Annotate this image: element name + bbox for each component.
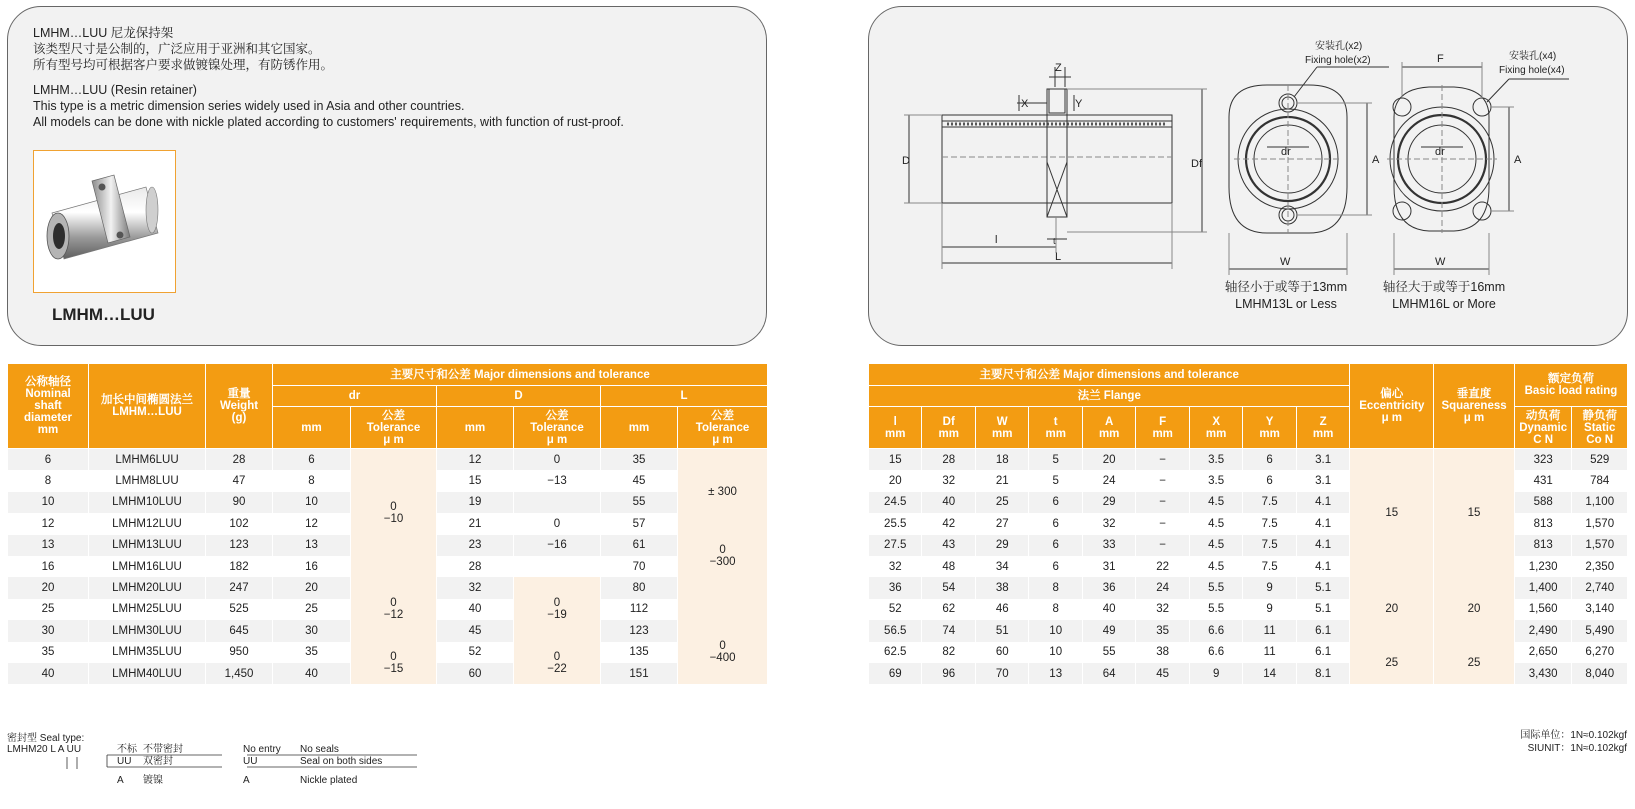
th-D: D — [437, 386, 601, 407]
label-W-2: W — [1435, 256, 1446, 268]
seal-title: 密封型 Seal type: — [7, 733, 85, 744]
hole2-en: Fixing hole(x2) — [1305, 55, 1371, 66]
dr-tol-b: 0 −12 — [351, 577, 437, 641]
ecc-value-c: 25 — [1350, 642, 1434, 685]
label-dr-2: dr — [1435, 146, 1445, 158]
seal-code: LMHM20 L A UU — [7, 744, 82, 755]
th-D-tol: 公差 Tolerance μ m — [514, 407, 601, 449]
table-row: 6 LMHM6LUU 28 6 12 0 35 ± 300 — [8, 449, 768, 471]
label-Df: Df — [1191, 158, 1202, 170]
table-row: 36 54 38 8 36 24 5.5 9 5.1 20 20 1,400 2,740 — [869, 577, 1628, 598]
caption2-en: LMHM16L or More — [1392, 297, 1496, 311]
sq-value-c: 25 — [1434, 642, 1515, 685]
label-D: D — [902, 155, 910, 167]
intro-cn-title: LMHM…LUU 尼龙保持架 — [33, 26, 174, 40]
L-tol-a: ± 300 — [678, 449, 768, 535]
product-photo — [33, 150, 176, 293]
table-row: 25 LMHM25LUU 525 25 40 112 — [8, 599, 768, 620]
right-spec-table — [868, 363, 1628, 684]
flange-side — [1047, 89, 1067, 217]
th-L-mm: mm — [601, 407, 678, 449]
th-L: L — [601, 386, 768, 407]
table-row: 62.5 82 60 10 55 38 6.6 11 6.1 25 25 2,650 6,270 — [869, 642, 1628, 663]
th-model: 加长中间椭圆法兰 LMHM…LUU — [89, 364, 206, 449]
hole2-cn: 安装孔(x2) — [1315, 41, 1363, 52]
right-table-body — [869, 449, 1628, 685]
table-row: 35 LMHM35LUU 950 35 0 −15 52 0 −22 135 — [8, 642, 768, 663]
hole4-cn: 安装孔(x4) — [1509, 51, 1557, 62]
th-r-cols: l mm Df mm W mm t mm A mm F mm X mm Y mm Z mm 动负荷 Dynamic C N 静负荷 Static Co N — [869, 407, 1628, 449]
table-row: 24.5 40 25 6 29 − 4.5 7.5 4.1 588 1,100 — [869, 492, 1628, 513]
intro-en-line1: This type is a metric dimension series widely used in Asia and other countries. — [33, 99, 465, 113]
hole4-en: Fixing hole(x4) — [1499, 65, 1565, 76]
caption1-en: LMHM13L or Less — [1235, 297, 1337, 311]
label-Z: Z — [1055, 62, 1062, 74]
th-stat: 静负荷 Static Co N — [1572, 407, 1628, 449]
intro-en-line2: All models can be done with nickle plated according to customers' requirements, with function of rust-proof. — [33, 115, 624, 129]
intro-en-title: LMHM…LUU (Resin retainer) — [33, 83, 197, 97]
D-tol-merged: 0 −19 — [514, 577, 601, 641]
unit-note-en: SIUNIT：1N≈0.102kgf — [1527, 743, 1627, 754]
th-shaft: 公称轴径 Nominal shaft diameter mm — [8, 364, 89, 449]
label-l: l — [995, 234, 998, 246]
table-row: 40 LMHM40LUU 1,450 40 60 151 — [8, 663, 768, 684]
caption2-cn: 轴径大于或等于16mm — [1382, 280, 1506, 294]
caption1-cn: 轴径小于或等于13mm — [1224, 280, 1348, 294]
table-row: 15 28 18 5 20 − 3.5 6 3.1 15 15 323 529 — [869, 449, 1628, 471]
unit-note-cn: 国际单位：1N≈0.102kgf — [1520, 730, 1627, 741]
label-W-1: W — [1280, 256, 1291, 268]
th-L-tol: 公差 Tolerance μ m — [678, 407, 768, 449]
th-dr: dr — [273, 386, 437, 407]
dr-tol-c: 0 −15 — [351, 642, 437, 685]
label-t: t — [1053, 236, 1056, 246]
table-row: 8 LMHM8LUU 47 8 15 −13 45 — [8, 470, 768, 491]
label-X: X — [1021, 98, 1029, 110]
th-dyn: 动负荷 Dynamic C N — [1514, 407, 1572, 449]
th-major: 主要尺寸和公差 Major dimensions and tolerance — [273, 364, 768, 386]
left-table-body — [8, 449, 768, 685]
product-name: LMHM…LUU — [52, 305, 155, 324]
D-tol-c: 0 −22 — [514, 642, 601, 685]
table-row: 69 96 70 13 64 45 9 14 8.1 3,430 8,040 — [869, 663, 1628, 684]
seal-type-legend: 密封型 Seal type: LMHM20 L A UU 不标 不带密封 No entry No seals UU 双密封 UU Seal on both sides A 镀镍 A Nickle plated — [7, 729, 84, 755]
th-r-major: 主要尺寸和公差 Major dimensions and tolerance — [869, 364, 1350, 386]
table-row: 56.5 74 51 10 49 35 6.6 11 6.1 2,490 5,490 — [869, 620, 1628, 641]
L-tol-b: 0 −300 — [678, 535, 768, 578]
caption-large-shaft — [1344, 279, 1544, 313]
table-row: 10 LMHM10LUU 90 10 0 −10 19 55 — [8, 492, 768, 513]
th-load: 额定负荷 Basic load rating — [1514, 364, 1627, 407]
table-row: 20 32 21 5 24 − 3.5 6 3.1 431 784 — [869, 470, 1628, 491]
ecc-value-a: 15 — [1350, 449, 1434, 578]
drawing-panel — [868, 6, 1628, 346]
dr-tol-a: 0 −10 — [351, 492, 437, 535]
label-Y: Y — [1075, 98, 1083, 110]
ecc-value-b: 20 — [1350, 577, 1434, 641]
table-row: 20 LMHM20LUU 247 20 0 −12 32 0 −19 80 — [8, 577, 768, 598]
sq-value-b: 20 — [1434, 577, 1515, 641]
th-dr-tol: 公差 Tolerance μ m — [351, 407, 437, 449]
table-row: 13 LMHM13LUU 123 13 23 −16 61 0 −300 — [8, 535, 768, 556]
label-A-1: A — [1372, 154, 1380, 166]
table-row: 52 62 46 8 40 32 5.5 9 5.1 1,560 3,140 — [869, 599, 1628, 620]
label-F: F — [1437, 53, 1444, 65]
sq-value-a: 15 — [1434, 449, 1515, 578]
th-sq: 垂直度 Squareness μ m — [1434, 364, 1515, 449]
th-weight: 重量 Weight (g) — [206, 364, 273, 449]
th-flange: 法兰 Flange — [869, 386, 1350, 407]
label-A-2: A — [1514, 154, 1522, 166]
th-dr-mm: mm — [273, 407, 351, 449]
table-row: 27.5 43 29 6 33 − 4.5 7.5 4.1 813 1,570 — [869, 535, 1628, 556]
table-row: 25.5 42 27 6 32 − 4.5 7.5 4.1 813 1,570 — [869, 513, 1628, 534]
label-L: L — [1055, 251, 1062, 263]
table-row: 12 LMHM12LUU 102 12 21 0 57 — [8, 513, 768, 534]
table-row: 16 LMHM16LUU 182 16 28 70 — [8, 556, 768, 577]
L-tol-c: 0 −400 — [678, 620, 768, 684]
intro-cn-line2: 所有型号均可根据客户要求做镀镍处理，有防锈作用。 — [33, 58, 334, 72]
label-dr-1: dr — [1281, 146, 1291, 158]
intro-text — [33, 25, 624, 130]
th-D-mm: mm — [437, 407, 514, 449]
intro-cn-line1: 该类型尺寸是公制的，广泛应用于亚洲和其它国家。 — [33, 42, 321, 56]
table-row: 30 LMHM30LUU 645 30 45 123 0 −400 — [8, 620, 768, 641]
left-spec-table — [7, 363, 768, 684]
table-row: 32 48 34 6 31 22 4.5 7.5 4.1 1,230 2,350 — [869, 556, 1628, 577]
intro-panel — [7, 6, 767, 346]
unit-note — [1520, 729, 1627, 755]
th-ecc: 偏心 Eccentricity μ m — [1350, 364, 1434, 449]
